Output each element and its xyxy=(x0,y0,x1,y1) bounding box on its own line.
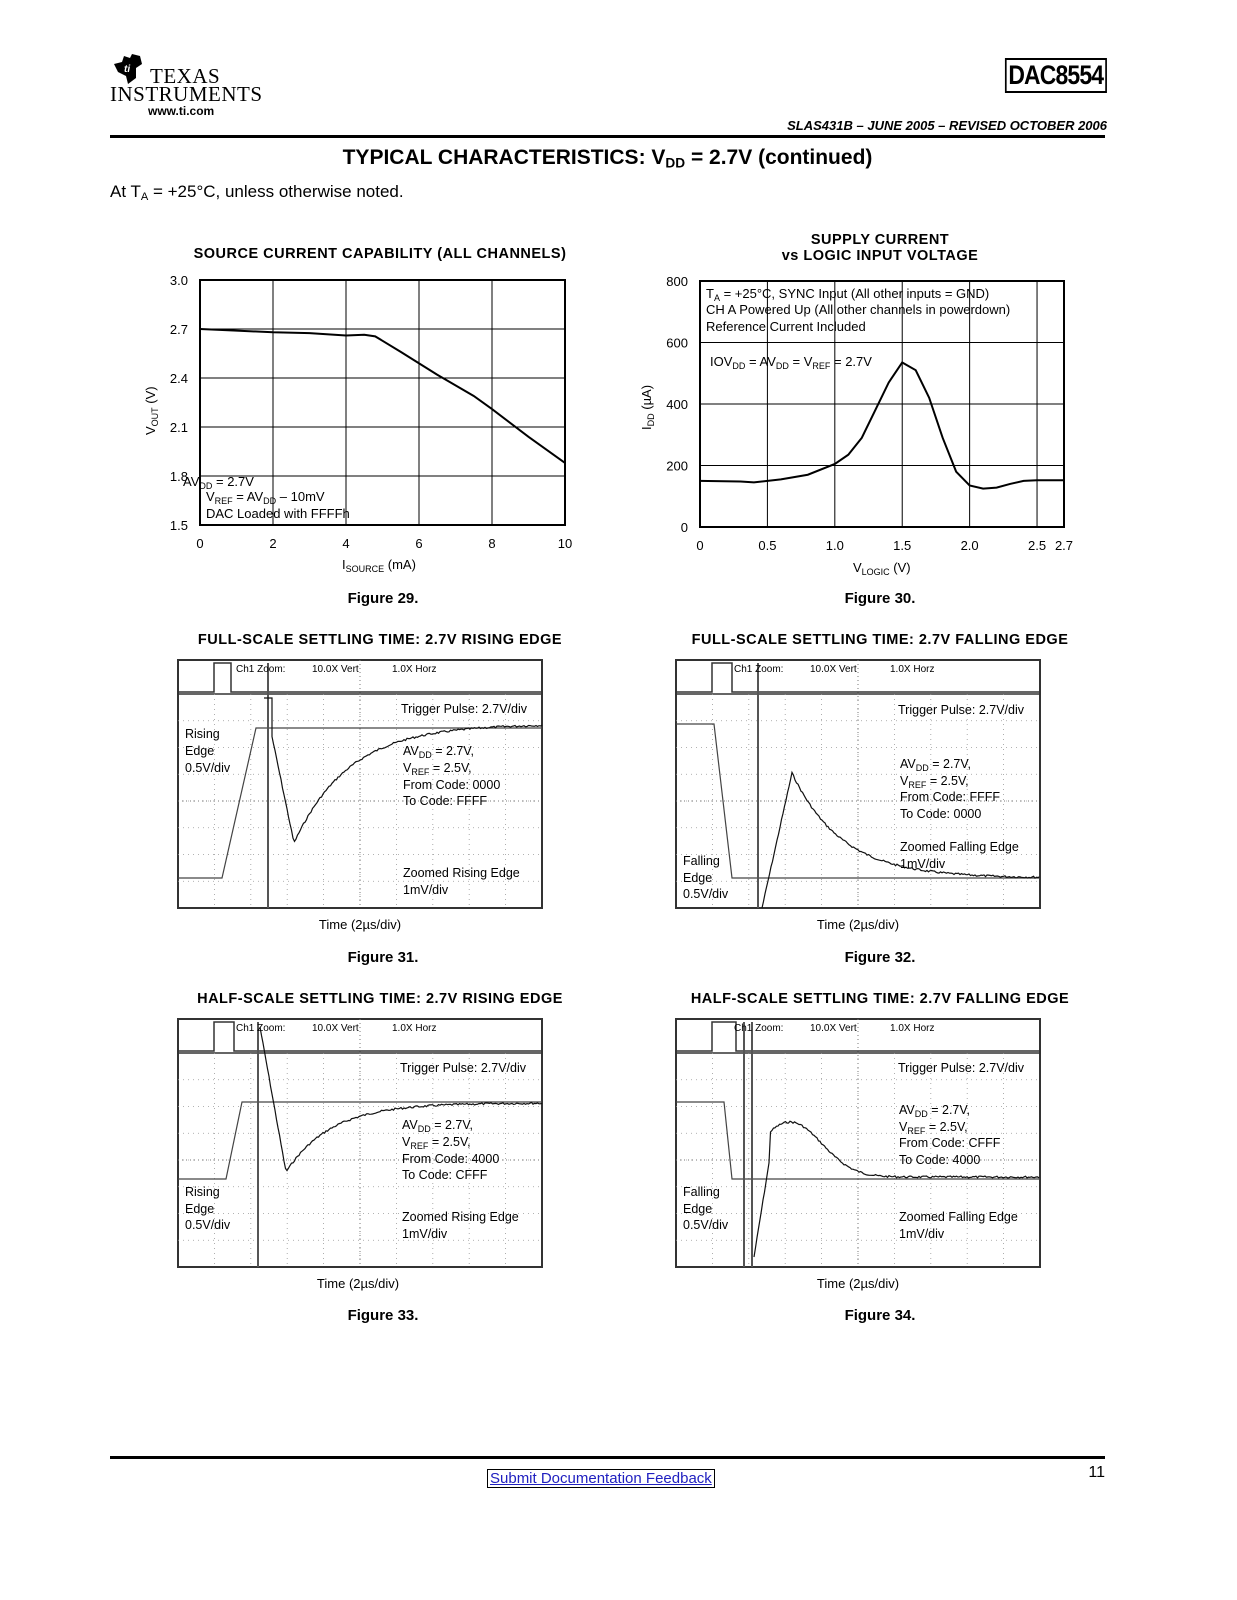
doc-id: SLAS431B – JUNE 2005 – REVISED OCTOBER 2006 xyxy=(787,118,1107,133)
fig29-series-line xyxy=(200,329,565,463)
fig33-label-6b: Edge xyxy=(185,1202,215,1216)
fig32-label-7b: Edge xyxy=(683,871,713,885)
fig29-xtick: 2 xyxy=(269,536,277,551)
fig32-label-1: Trigger Pulse: 2.7V/div xyxy=(898,703,1024,717)
fig30-annot-1: $T_A = +25^\circ C$, SYNC Input (All other inputs = GND) xyxy=(706,286,990,303)
fig32-label-2: $AV_{DD} = 2.7V$, xyxy=(900,757,972,773)
fig33-label-2: $AV_{DD} = 2.7V$, xyxy=(402,1118,474,1134)
fig34-label-6b: Edge xyxy=(683,1202,713,1216)
fig32-hdr-3: 1.0X Horz xyxy=(890,664,935,675)
fig31-label-6: To Code: FFFF xyxy=(403,794,488,808)
fig34-label-5: To Code: 4000 xyxy=(899,1153,981,1167)
fig32-label-6b: 1mV/div xyxy=(900,857,946,871)
fig29-title: SOURCE CURRENT CAPABILITY (ALL CHANNELS) xyxy=(193,246,567,262)
fig32-label-6a: Zoomed Falling Edge xyxy=(900,840,1019,854)
fig34-label-7a: Zoomed Falling Edge xyxy=(899,1210,1018,1224)
fig31-label-5: From Code: 0000 xyxy=(403,778,501,792)
fig31-hdr-1: Ch1 Zoom: xyxy=(236,664,286,675)
fig29-annot-3: DAC Loaded with FFFFh xyxy=(206,506,350,521)
fig34-label-4: From Code: CFFF xyxy=(899,1136,1001,1150)
fig33-label-6c: 0.5V/div xyxy=(185,1218,231,1232)
svg-text:ti: ti xyxy=(124,64,131,75)
fig34-scope xyxy=(674,1017,1042,1269)
fig30-chart xyxy=(630,265,1090,585)
logo-line1: TEXAS xyxy=(150,64,221,88)
fig30-xtick: 2.7 xyxy=(1054,538,1074,553)
fig29-ytick: 1.8 xyxy=(169,469,188,484)
fig33-hdr-1: Ch1 Zoom: xyxy=(236,1023,286,1034)
fig32-caption: Figure 32. xyxy=(844,949,916,966)
fig33-label-1: Trigger Pulse: 2.7V/div xyxy=(400,1061,526,1075)
fig30-ytick: 600 xyxy=(666,335,688,351)
fig30-xlabel: $V_{LOGIC}$ (V) xyxy=(853,560,911,577)
fig34-caption: Figure 34. xyxy=(844,1307,916,1324)
fig34-xlabel: Time (2µs/div) xyxy=(816,1276,900,1291)
fig33-hdr-3: 1.0X Horz xyxy=(392,1023,437,1034)
fig33-title: HALF-SCALE SETTLING TIME: 2.7V RISING EDGE xyxy=(197,991,563,1007)
fig31-label-3: $AV_{DD} = 2.7V$, xyxy=(403,744,475,760)
fig30-ytick: 0 xyxy=(680,520,688,535)
fig33-label-7a: Zoomed Rising Edge xyxy=(402,1210,519,1224)
fig29-ylabel: $V_{OUT}$ (V) xyxy=(143,386,160,435)
fig29-xtick: 8 xyxy=(488,536,496,551)
fig34-hdr-3: 1.0X Horz xyxy=(890,1023,935,1034)
conditions-note: At $T_A = +25^\circ C$, unless otherwise noted. xyxy=(110,182,404,203)
fig33-label-3: $V_{REF} = 2.5V$, xyxy=(402,1135,471,1151)
fig30-xtick: 0 xyxy=(696,538,704,553)
fig33-scope xyxy=(176,1017,544,1269)
fig30-annot-4: $IOV_{DD} = AV_{DD} = V_{REF} = 2.7V$ xyxy=(710,354,872,371)
fig31-label-4: $V_{REF} = 2.5V$, xyxy=(403,761,472,777)
footer-rule xyxy=(110,1456,1105,1459)
fig29-ytick: 3.0 xyxy=(169,273,188,288)
part-number: DAC8554 xyxy=(1005,58,1107,93)
fig32-label-3: $V_{REF} = 2.5V$, xyxy=(900,774,969,790)
fig32-label-5: To Code: 0000 xyxy=(900,807,982,821)
fig29-ytick: 2.7 xyxy=(169,322,188,337)
fig30-xtick: 1.5 xyxy=(893,538,912,553)
fig34-label-2: $AV_{DD} = 2.7V$, xyxy=(899,1103,971,1119)
fig29-ytick: 2.4 xyxy=(169,371,188,386)
fig30-annot-2: CH A Powered Up (All other channels in powerdown) xyxy=(706,302,1011,317)
fig29-xtick: 4 xyxy=(342,536,350,551)
fig30-ylabel: $I_{DD}$ (µA) xyxy=(639,384,656,430)
fig30-caption: Figure 30. xyxy=(844,590,916,607)
fig30-series-line xyxy=(700,362,1064,488)
fig31-title: FULL-SCALE SETTLING TIME: 2.7V RISING EDGE xyxy=(197,632,563,648)
fig31-label-1: Trigger Pulse: 2.7V/div xyxy=(401,702,527,716)
fig31-caption: Figure 31. xyxy=(347,949,419,966)
fig34-label-1: Trigger Pulse: 2.7V/div xyxy=(898,1061,1024,1075)
fig32-label-7c: 0.5V/div xyxy=(683,887,729,901)
fig31-hdr-2: 10.0X Vert xyxy=(312,664,359,675)
fig31-label-7a: Zoomed Rising Edge xyxy=(403,866,520,880)
fig33-label-7b: 1mV/div xyxy=(402,1227,448,1241)
fig33-caption: Figure 33. xyxy=(347,1307,419,1324)
fig30-xtick: 1.0 xyxy=(825,538,844,553)
fig29-annot-2: $V_{REF} = AV_{DD} - 10mV$ xyxy=(206,489,325,506)
fig30-title: SUPPLY CURRENT vs LOGIC INPUT VOLTAGE xyxy=(781,232,979,264)
fig31-label-2c: 0.5V/div xyxy=(185,761,231,775)
header-rule xyxy=(110,135,1105,138)
fig33-xlabel: Time (2µs/div) xyxy=(316,1276,400,1291)
fig34-label-6a: Falling xyxy=(683,1185,720,1199)
fig31-scope xyxy=(176,658,544,910)
fig34-label-7b: 1mV/div xyxy=(899,1227,945,1241)
fig33-label-5: To Code: CFFF xyxy=(402,1168,488,1182)
fig29-annot-1: $AV_{DD} = 2.7V$ xyxy=(183,474,254,491)
fig31-label-7b: 1mV/div xyxy=(403,883,449,897)
fig34-label-3: $V_{REF} = 2.5V$, xyxy=(899,1120,968,1136)
fig29-xtick: 6 xyxy=(415,536,423,551)
ti-logo xyxy=(110,52,270,122)
fig32-hdr-2: 10.0X Vert xyxy=(810,664,857,675)
page-number: 11 xyxy=(1088,1464,1105,1481)
fig33-hdr-2: 10.0X Vert xyxy=(312,1023,359,1034)
fig29-caption: Figure 29. xyxy=(347,590,419,607)
fig32-label-4: From Code: FFFF xyxy=(900,790,1001,804)
fig30-xtick: 0.5 xyxy=(758,538,777,553)
fig34-hdr-2: 10.0X Vert xyxy=(810,1023,857,1034)
fig31-hdr-3: 1.0X Horz xyxy=(392,664,437,675)
fig32-title: FULL-SCALE SETTLING TIME: 2.7V FALLING EDGE xyxy=(691,632,1069,648)
fig29-xtick: 0 xyxy=(196,536,204,551)
fig30-ytick: 400 xyxy=(666,397,688,412)
fig33-label-4: From Code: 4000 xyxy=(402,1152,500,1166)
fig30-annot-3: Reference Current Included xyxy=(706,319,866,334)
fig30-xtick: 2.0 xyxy=(960,538,979,553)
fig31-label-2b: Edge xyxy=(185,744,215,758)
fig30-xtick: 2.5 xyxy=(1027,538,1047,553)
fig32-hdr-1: Ch1 Zoom: xyxy=(734,664,784,675)
website-link[interactable]: www.ti.com xyxy=(148,104,215,118)
section-title: TYPICAL CHARACTERISTICS: $V_{DD} = 2.7V$ (continued) xyxy=(342,146,873,171)
fig32-label-7a: Falling xyxy=(683,854,720,868)
fig29-chart xyxy=(130,265,610,585)
fig32-scope xyxy=(674,658,1042,910)
fig29-xtick: 10 xyxy=(557,536,573,551)
logo-line2: INSTRUMENTS xyxy=(110,82,263,106)
ti-emblem-icon xyxy=(110,52,146,86)
fig33-label-6a: Rising xyxy=(185,1185,220,1199)
fig29-ytick: 2.1 xyxy=(169,420,188,435)
fig29-ytick: 1.5 xyxy=(169,518,188,533)
fig34-title: HALF-SCALE SETTLING TIME: 2.7V FALLING EDGE xyxy=(690,991,1070,1007)
fig29-xlabel: $I_{SOURCE}$ (mA) xyxy=(342,557,416,574)
fig30-ytick: 800 xyxy=(666,274,688,289)
fig32-xlabel: Time (2µs/div) xyxy=(816,917,900,932)
fig31-xlabel: Time (2µs/div) xyxy=(318,917,402,932)
fig34-label-6c: 0.5V/div xyxy=(683,1218,729,1232)
fig31-label-2a: Rising xyxy=(185,727,220,741)
fig30-ytick: 200 xyxy=(666,458,688,474)
feedback-link[interactable]: Submit Documentation Feedback xyxy=(487,1469,715,1488)
fig34-hdr-1: Ch1 Zoom: xyxy=(734,1023,784,1034)
